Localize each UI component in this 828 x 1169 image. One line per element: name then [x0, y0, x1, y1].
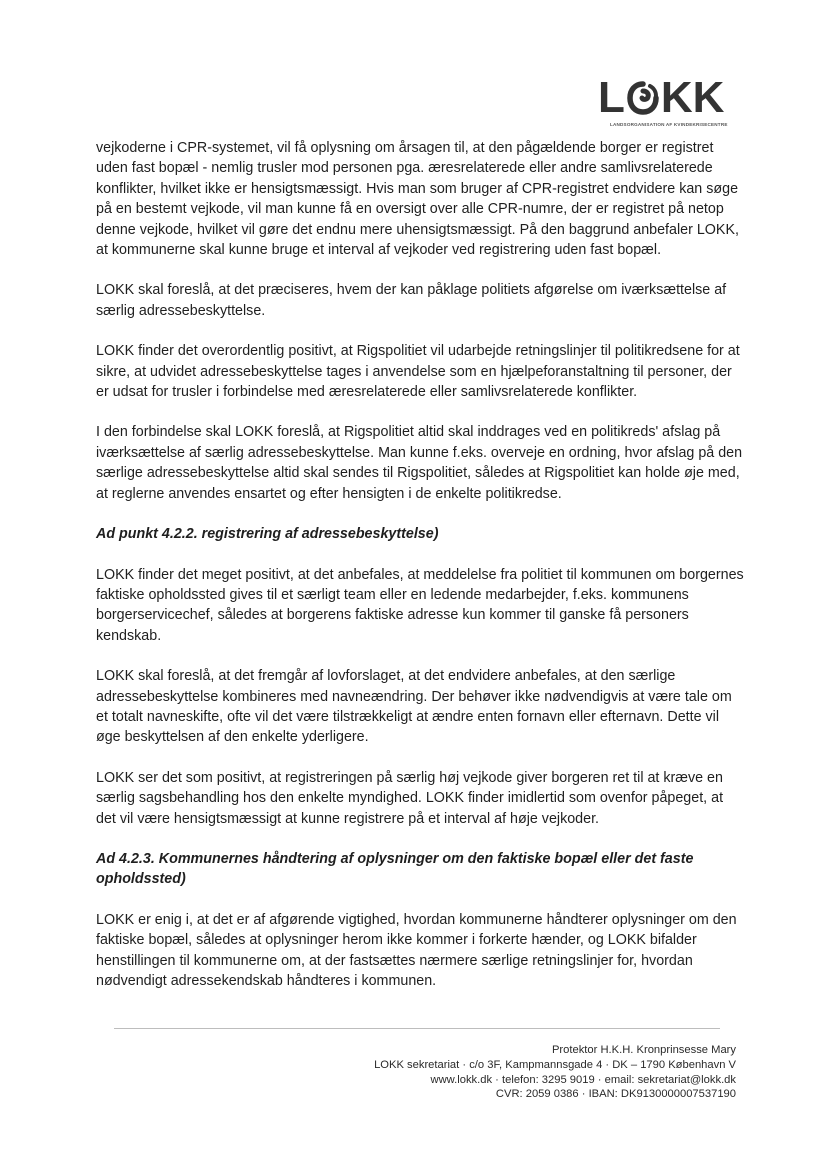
- letter-body: [96, 138, 744, 991]
- footer-divider: [114, 1028, 720, 1029]
- logo-letter-k1: K: [660, 73, 693, 122]
- paragraph-rigspolitiet: I den forbindelse skal LOKK foreslå, at Rigspolitiet altid skal inddrages ved en politikreds' afslag på iværksættelse af særlig adressebeskyttelse. Man kunne f.eks. overveje en ordning, hvor afslag på den særlige adressebeskyttelse altid skal sendes til Rigspolitiet, således at Rigspolitiet kan holde øje med, at reglerne anvendes ensartet og efter hensigten i de enkelte politikredse.: [96, 424, 743, 502]
- paragraph-navneaendring: LOKK skal foreslå, at det fremgår af lovforslaget, at det endvidere anbefales, at den særlige adressebeskyttelse kombineres med navneændring. Der behøver ikke nødvendigvis at være tale om et totalt navneskifte, ofte vil det være tilstrækkeligt at ændre enten fornavn eller efternavn. Dette vil øge beskyttelsen af den enkelte yderligere.: [96, 668, 732, 746]
- logo-subtitle: LANDSORGANISATION AF KVINDEKRISECENTRE: [610, 122, 728, 127]
- footer-bank: CVR: 2059 0386 · IBAN: DK9130000007537190: [495, 1088, 736, 1101]
- lokk-logo: [598, 73, 738, 132]
- paragraph-retningslinjer: LOKK finder det overordentlig positivt, at Rigspolitiet vil udarbejde retningslinjer til politikredsene for at sikre, at udvidet adressebeskyttelse tages i anvendelse som en hjælpeforanstaltning til personer, der er udsat for trusler i forbindelse med æresrelaterede eller samlivsrelaterede konflikter.: [96, 343, 740, 401]
- footer: [374, 1043, 736, 1102]
- paragraph-paaklage: LOKK skal foreslå, at det præciseres, hvem der kan påklage politiets afgørelse om iværksættelse af særlig adressebeskyttelse.: [96, 282, 727, 319]
- paragraph-meddelelse: LOKK finder det meget positivt, at det anbefales, at meddelelse fra politiet til kommunen om borgernes faktiske opholdssted gives til et særligt team eller en ledende medarbejder, f.eks. kommunens borgerservicechef, således at borgerens faktiske adresse kun kommer til ganske få personers kendskab.: [96, 566, 744, 644]
- paragraph-vejkoder: vejkoderne i CPR-systemet, vil få oplysning om årsagen til, at den pågældende borger er registret uden fast bopæl - nemlig trusler mod personen pga. æresrelaterede eller andre samlivsrelaterede konflikter, hvilket ikke er hensigtsmæssigt. Hvis man som bruger af CPR-registret endvidere kan søge på en bestemt vejkode, vil man kunne få en oversigt over alle CPR-numre, der er registret på netop denne vejkode, hvilket vil gøre det endnu mere uhensigtsmæssigt. På den baggrund anbefaler LOKK, at kommunerne skal kunne bruge et interval af vejkoder ved registrering uden fast bopæl.: [96, 140, 739, 259]
- section-heading-4-2-3: Ad 4.2.3. Kommunernes håndtering af oplysninger om den faktiske bopæl eller det faste opholdssted): [96, 850, 694, 888]
- footer-address: LOKK sekretariat · c/o 3F, Kampmannsgade 4 · DK – 1790 København V: [374, 1058, 736, 1071]
- footer-contact: www.lokk.dk · telefon: 3295 9019 · email: sekretariat@lokk.dk: [430, 1073, 736, 1086]
- footer-protektor: Protektor H.K.H. Kronprinsesse Mary: [551, 1044, 736, 1056]
- paragraph-kommunerne: LOKK er enig i, at det er af afgørende vigtighed, hvordan kommunerne håndterer oplysninger om den faktiske bopæl, således at oplysninger herom ikke kommer i forkerte hænder, og LOKK bifalder henstillingen til kommunerne om, at der fastsættes nærmere særlige retningslinjer for, hvordan nødvendigt adressekendskab håndteres i kommunen.: [96, 911, 737, 989]
- section-heading-4-2-2: Ad punkt 4.2.2. registrering af adressebeskyttelse): [96, 526, 439, 543]
- logo-letter-k2: K: [692, 73, 725, 122]
- lokk-swirl-logo-icon: [626, 78, 660, 118]
- logo-wordmark: [598, 73, 738, 122]
- paragraph-sagsbehandling: LOKK ser det som positivt, at registreringen på særlig høj vejkode giver borgeren ret til at kræve en særlig sagsbehandling hos den enkelte myndighed. LOKK finder imidlertid som ovenfor påpeget, at det vil være hensigtsmæssigt at kunne registrere på et interval af høje vejkoder.: [96, 769, 724, 827]
- logo-letter-l: L: [598, 73, 625, 122]
